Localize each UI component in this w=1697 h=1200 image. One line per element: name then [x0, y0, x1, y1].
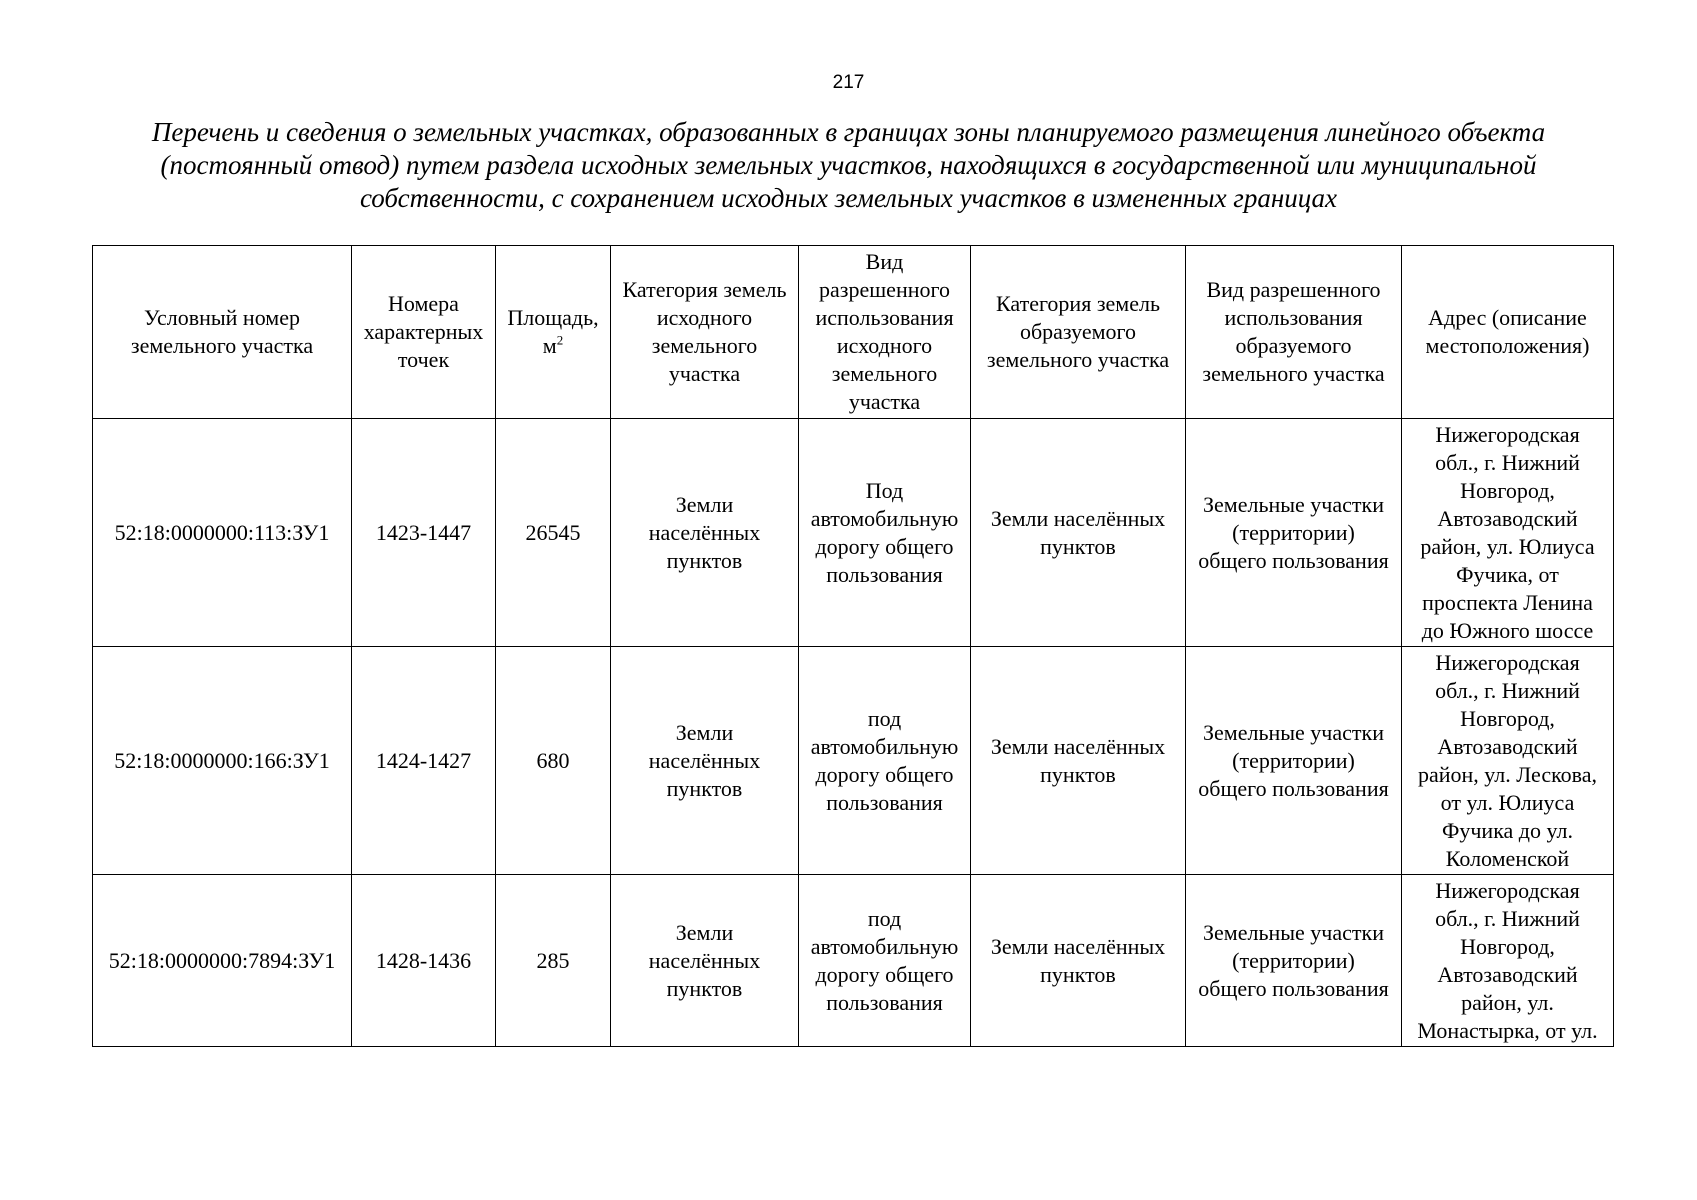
cell-area: 285	[496, 875, 611, 1047]
table-row	[93, 875, 1614, 1047]
title-line-3: собственности, с сохранением исходных земельных участков в измененных границах	[359, 183, 1338, 213]
title-line-1: Перечень и сведения о земельных участках, образованных в границах зоны планируемого размещения линейного объекта	[151, 117, 1546, 147]
cell-point-numbers: 1424-1427	[352, 647, 496, 875]
header-area: Площадь, $м^2$	[496, 246, 611, 419]
title-line-2: (постоянный отвод) путем раздела исходных земельных участков, находящихся в государственной или муниципальной	[160, 150, 1537, 180]
cell-new-permitted-use: Земельные участки (территории) общего пользования	[1186, 647, 1402, 875]
cell-source-permitted-use: под автомобильную дорогу общего пользования	[799, 875, 971, 1047]
land-parcels-table	[92, 245, 1614, 1047]
cell-new-permitted-use: Земельные участки (территории) общего пользования	[1186, 875, 1402, 1047]
cell-source-land-category: Земли населённых пунктов	[611, 875, 799, 1047]
header-cadastral-number: Условный номер земельного участка	[93, 246, 352, 419]
cell-address: Нижегородская обл., г. Нижний Новгород, Автозаводский район, ул. Лескова, от ул. Юлиуса Фучика до ул. Коломенской	[1402, 647, 1614, 875]
table-row	[93, 647, 1614, 875]
cell-new-land-category: Земли населённых пунктов	[971, 419, 1186, 647]
cell-area: 26545	[496, 419, 611, 647]
header-new-permitted-use: Вид разрешенного использования образуемого земельного участка	[1186, 246, 1402, 419]
cell-cadastral-number: 52:18:0000000:113:ЗУ1	[93, 419, 352, 647]
header-source-permitted-use: Вид разрешенного использования исходного земельного участка	[799, 246, 971, 419]
cell-new-land-category: Земли населённых пунктов	[971, 875, 1186, 1047]
cell-area: 680	[496, 647, 611, 875]
cell-new-land-category: Земли населённых пунктов	[971, 647, 1186, 875]
area-unit-superscript: 2	[556, 332, 564, 348]
cell-cadastral-number: 52:18:0000000:7894:ЗУ1	[93, 875, 352, 1047]
header-new-land-category: Категория земель образуемого земельного участка	[971, 246, 1186, 419]
cell-point-numbers: 1428-1436	[352, 875, 496, 1047]
document-title	[100, 116, 1597, 215]
header-address: Адрес (описание местоположения)	[1402, 246, 1614, 419]
header-point-numbers: Номера характерных точек	[352, 246, 496, 419]
cell-address: Нижегородская обл., г. Нижний Новгород, Автозаводский район, ул. Монастырка, от ул.	[1402, 875, 1614, 1047]
cell-source-permitted-use: под автомобильную дорогу общего пользования	[799, 647, 971, 875]
table-row	[93, 419, 1614, 647]
cell-source-land-category: Земли населённых пунктов	[611, 419, 799, 647]
page-number: 217	[832, 72, 865, 93]
header-source-land-category: Категория земель исходного земельного участка	[611, 246, 799, 419]
cell-source-permitted-use: Под автомобильную дорогу общего пользования	[799, 419, 971, 647]
cell-new-permitted-use: Земельные участки (территории) общего пользования	[1186, 419, 1402, 647]
cell-address: Нижегородская обл., г. Нижний Новгород, Автозаводский район, ул. Юлиуса Фучика, от проспекта Ленина до Южного шоссе	[1402, 419, 1614, 647]
table-header-row	[93, 246, 1614, 419]
cell-source-land-category: Земли населённых пунктов	[611, 647, 799, 875]
cell-point-numbers: 1423-1447	[352, 419, 496, 647]
cell-cadastral-number: 52:18:0000000:166:ЗУ1	[93, 647, 352, 875]
